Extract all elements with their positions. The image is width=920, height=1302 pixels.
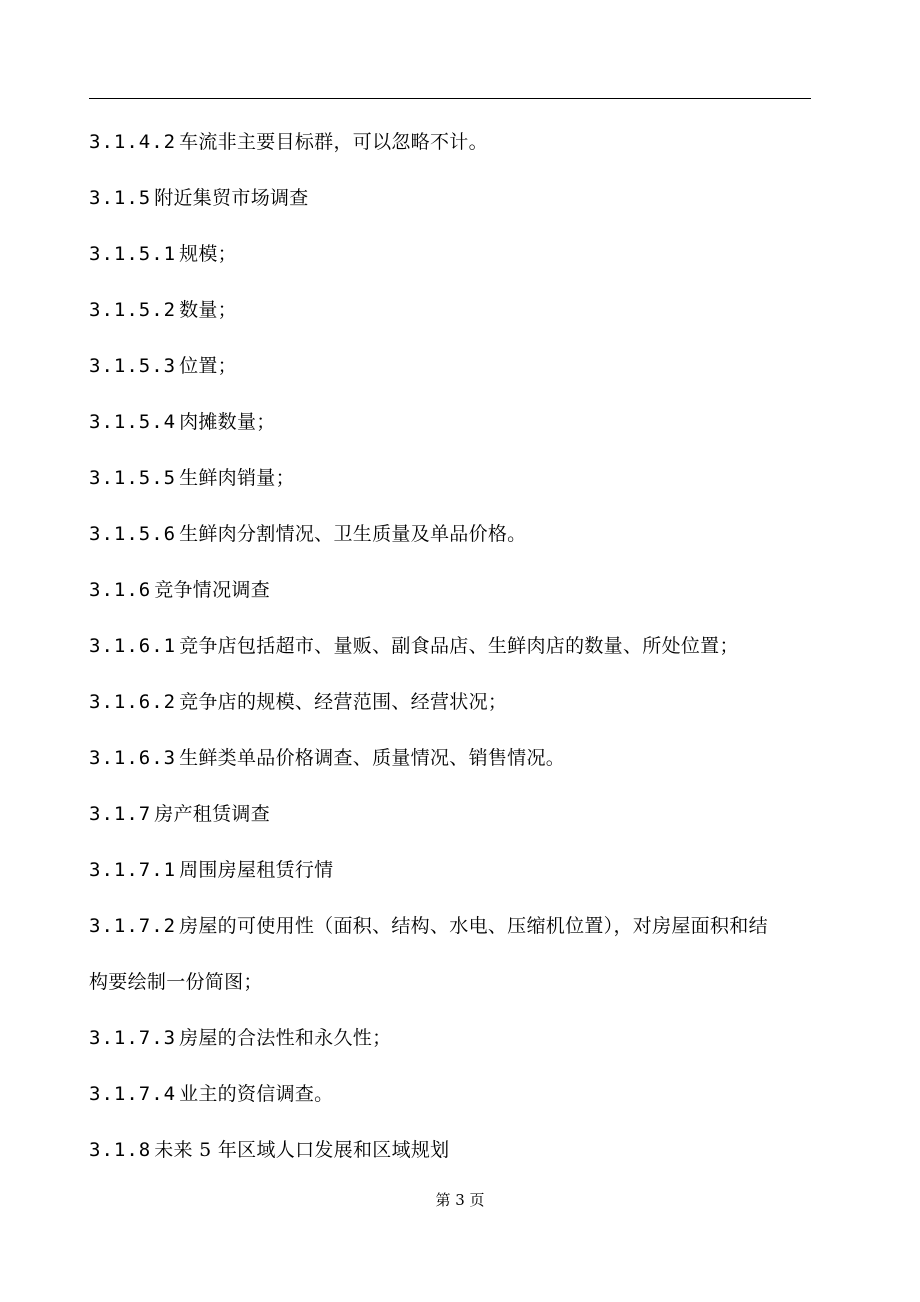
paragraph-line xyxy=(89,458,834,514)
section-number: 3.1.5.4 xyxy=(89,411,177,433)
section-number: 3.1.8 xyxy=(89,1139,152,1161)
line-text: 生鲜类单品价格调查、质量情况、销售情况。 xyxy=(179,747,566,769)
paragraph-line xyxy=(89,850,834,906)
line-text: 附近集贸市场调查 xyxy=(154,187,309,209)
section-number: 3.1.7 xyxy=(89,803,152,825)
paragraph-line xyxy=(89,1074,834,1130)
paragraph-line xyxy=(89,906,834,962)
line-text: 肉摊数量； xyxy=(179,411,276,433)
line-text: 车流非主要目标群，可以忽略不计。 xyxy=(179,131,488,153)
section-number: 3.1.7.3 xyxy=(89,1027,177,1049)
line-text: 规模； xyxy=(179,243,237,265)
line-text: 房屋的可使用性（面积、结构、水电、压缩机位置），对房屋面积和结 xyxy=(179,915,768,937)
section-number: 3.1.5.5 xyxy=(89,467,177,489)
paragraph-line xyxy=(89,346,834,402)
section-number: 3.1.4.2 xyxy=(89,131,177,153)
section-number: 3.1.7.1 xyxy=(89,859,177,881)
line-text: 构要绘制一份简图； xyxy=(89,971,263,993)
document-body xyxy=(89,122,834,1186)
section-number: 3.1.5 xyxy=(89,187,152,209)
line-text: 房产租赁调查 xyxy=(154,803,271,825)
page-footer xyxy=(0,1188,920,1212)
line-text: 竞争店的规模、经营范围、经营状况； xyxy=(179,691,508,713)
line-text: 竞争情况调查 xyxy=(154,579,271,601)
paragraph-line xyxy=(89,290,834,346)
section-number: 3.1.6.1 xyxy=(89,635,177,657)
section-number: 3.1.7.2 xyxy=(89,915,177,937)
section-number: 3.1.5.2 xyxy=(89,299,177,321)
paragraph-line xyxy=(89,178,834,234)
header-rule xyxy=(89,98,811,99)
line-text: 位置； xyxy=(179,355,237,377)
paragraph-line xyxy=(89,1130,834,1186)
section-number: 3.1.6.3 xyxy=(89,747,177,769)
paragraph-line xyxy=(89,234,834,290)
line-text: 业主的资信调查。 xyxy=(179,1083,334,1105)
line-text: 竞争店包括超市、量贩、副食品店、生鲜肉店的数量、所处位置； xyxy=(179,635,739,657)
section-number: 3.1.5.1 xyxy=(89,243,177,265)
paragraph-line xyxy=(89,514,834,570)
section-number: 3.1.5.3 xyxy=(89,355,177,377)
paragraph-line xyxy=(89,626,834,682)
paragraph-line xyxy=(89,682,834,738)
paragraph-line xyxy=(89,402,834,458)
paragraph-line xyxy=(89,794,834,850)
paragraph-line xyxy=(89,570,834,626)
section-number: 3.1.7.4 xyxy=(89,1083,177,1105)
section-number: 3.1.6.2 xyxy=(89,691,177,713)
line-text: 数量； xyxy=(179,299,237,321)
line-text: 房屋的合法性和永久性； xyxy=(179,1027,392,1049)
paragraph-line xyxy=(89,122,834,178)
line-text: 生鲜肉分割情况、卫生质量及单品价格。 xyxy=(179,523,527,545)
paragraph-line xyxy=(89,1018,834,1074)
section-number: 3.1.5.6 xyxy=(89,523,177,545)
page-number: 第 3 页 xyxy=(435,1191,485,1209)
line-text: 周围房屋租赁行情 xyxy=(179,859,334,881)
paragraph-line xyxy=(89,738,834,794)
paragraph-line-continuation xyxy=(89,962,834,1018)
line-text: 未来 5 年区域人口发展和区域规划 xyxy=(154,1139,450,1161)
line-text: 生鲜肉销量； xyxy=(179,467,295,489)
section-number: 3.1.6 xyxy=(89,579,152,601)
